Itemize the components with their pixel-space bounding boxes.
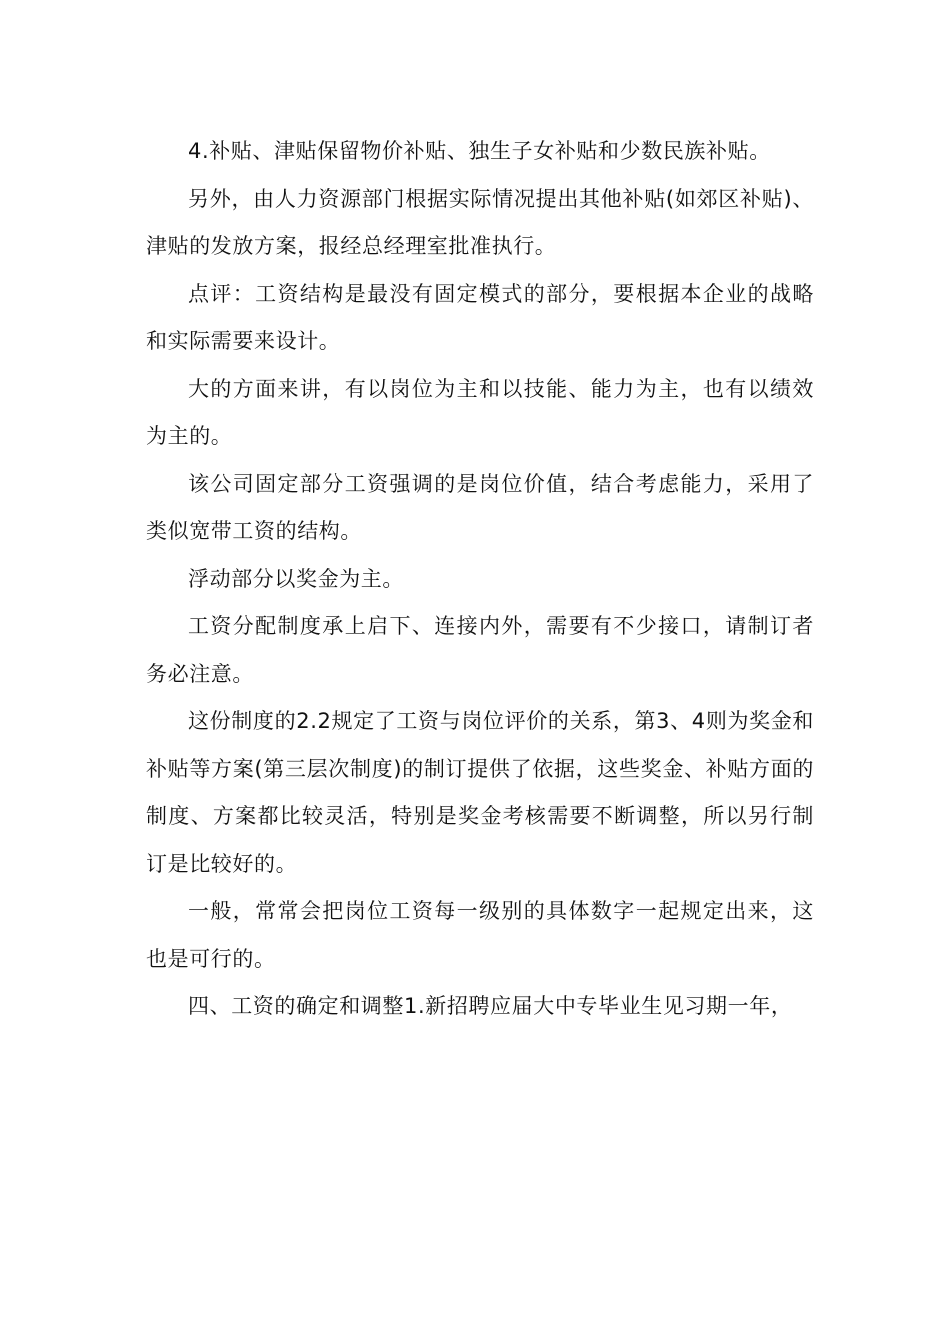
paragraph-other-subsidies: 另外，由人力资源部门根据实际情况提出其他补贴(如郊区补贴)、津贴的发放方案，报经总经理室批准执行。 (146, 186, 814, 258)
paragraph-level-numbers: 一般，常常会把岗位工资每一级别的具体数字一起规定出来，这也是可行的。 (146, 899, 814, 971)
paragraph-subsidy-item-4: 4.补贴、津贴保留物价补贴、独生子女补贴和少数民族补贴。 (188, 139, 771, 163)
paragraph-section-four: 四、工资的确定和调整1.新招聘应届大中专毕业生见习期一年， (188, 994, 793, 1018)
document-body (146, 128, 814, 1031)
paragraph-floating-part: 浮动部分以奖金为主。 (188, 566, 404, 591)
paragraph-comment-structure: 点评：工资结构是最没有固定模式的部分，要根据本企业的战略和实际需要来设计。 (146, 281, 814, 353)
paragraph-interfaces: 工资分配制度承上启下、连接内外，需要有不少接口，请制订者务必注意。 (146, 614, 814, 686)
paragraph-fixed-part: 该公司固定部分工资强调的是岗位价值，结合考虑能力，采用了类似宽带工资的结构。 (146, 471, 814, 543)
paragraph-broad-aspects: 大的方面来讲，有以岗位为主和以技能、能力为主，也有以绩效为主的。 (146, 376, 814, 448)
paragraph-system-relations: 这份制度的2.2规定了工资与岗位评价的关系，第3、4则为奖金和补贴等方案(第三层次制度)的制订提供了依据，这些奖金、补贴方面的制度、方案都比较灵活，特别是奖金考核需要不断调整，所以另行制订是比较好的。 (146, 709, 814, 876)
